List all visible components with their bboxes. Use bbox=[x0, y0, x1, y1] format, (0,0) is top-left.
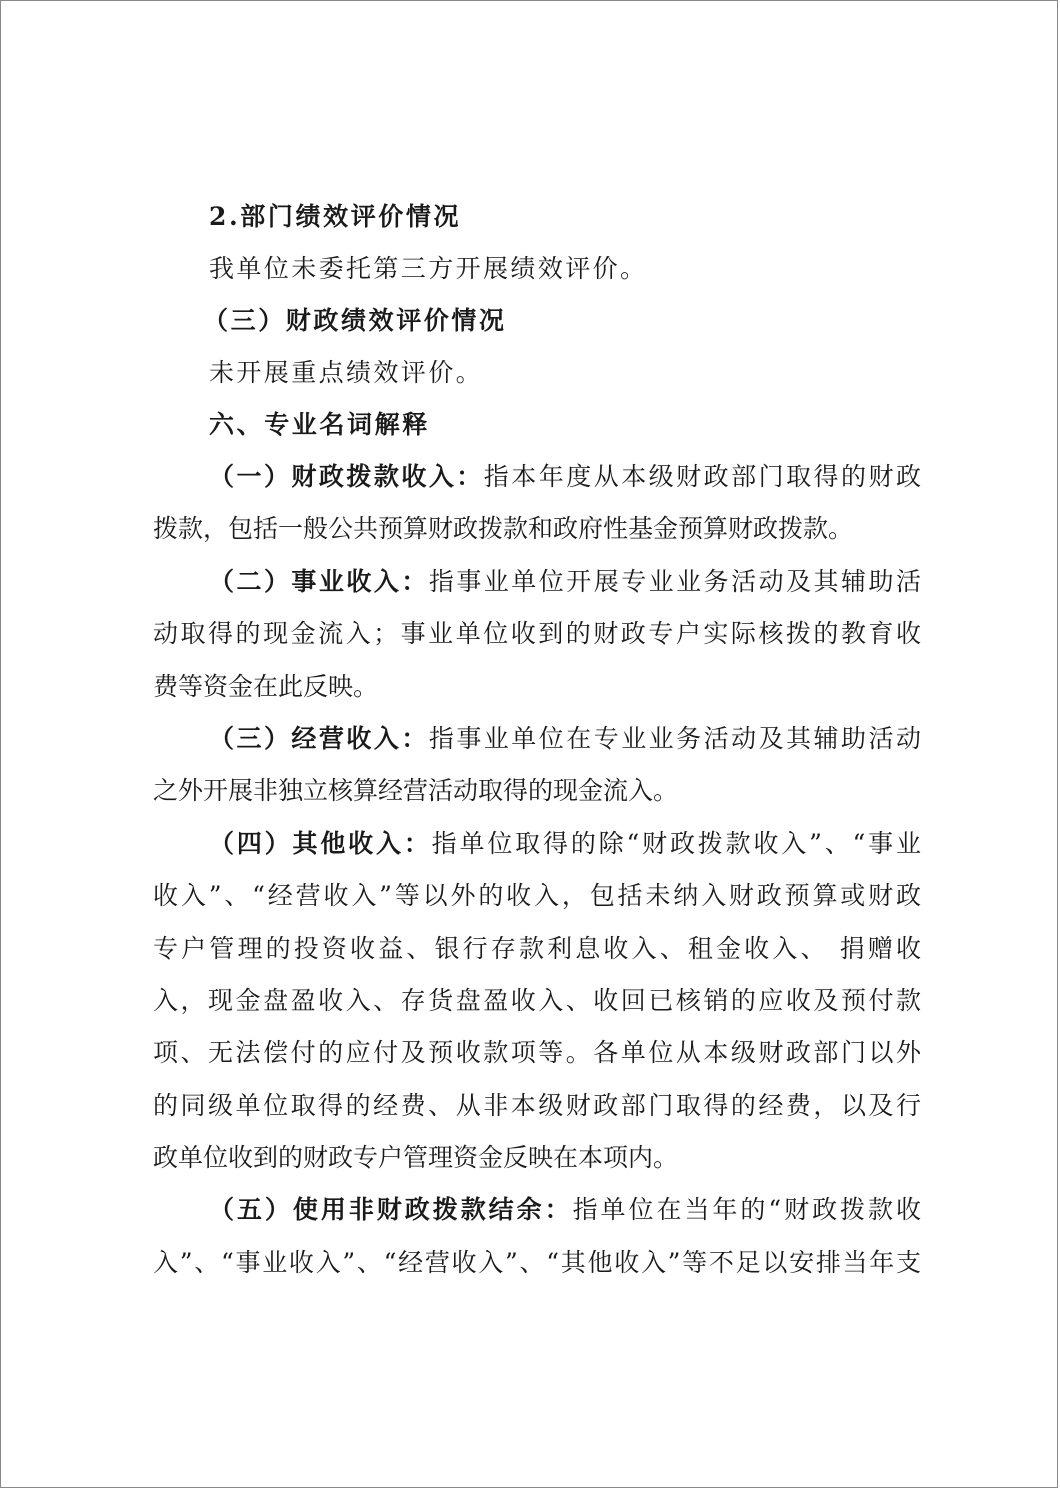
term-line bbox=[153, 451, 921, 503]
term-paragraph-operating-income bbox=[153, 713, 921, 818]
term-line: 入”、“事业收入”、“经营收入”、“其他收入”等不足以安排当年支 bbox=[153, 1247, 921, 1277]
term-paragraph-non-fiscal-balance bbox=[153, 1184, 921, 1289]
section-heading-terms: 六、专业名词解释 bbox=[209, 410, 430, 439]
term-label: （五）使用非财政拨款结余： bbox=[209, 1195, 573, 1225]
term-label: （一）财政拨款收入： bbox=[209, 462, 484, 491]
term-line: 动取得的现金流入；事业单位收到的财政专户实际核拨的教育收 bbox=[153, 619, 921, 649]
term-label: （二）事业收入： bbox=[209, 566, 429, 596]
text-no-third-party: 我单位未委托第三方开展绩效评价。 bbox=[209, 254, 648, 283]
document-content bbox=[153, 191, 921, 1289]
section-heading-dept-eval: 2.部门绩效评价情况 bbox=[209, 202, 462, 231]
term-line: 政单位收到的财政专户管理资金反映在本项内。 bbox=[153, 1143, 679, 1173]
term-label: （四）其他收入： bbox=[209, 828, 432, 858]
term-line: 专户管理的投资收益、银行存款利息收入、租金收入、 捐赠收 bbox=[153, 933, 921, 963]
term-line: 拨款，包括一般公共预算财政拨款和政府性基金预算财政拨款。 bbox=[153, 514, 854, 544]
term-line: 费等资金在此反映。 bbox=[153, 671, 379, 701]
term-paragraph-business-income bbox=[153, 556, 921, 713]
term-line: 入，现金盘盈收入、存货盘盈收入、收回已核销的应收及预付款 bbox=[153, 985, 921, 1015]
term-text: 指事业单位开展专业业务活动及其辅助活 bbox=[428, 566, 921, 596]
text-no-key-eval: 未开展重点绩效评价。 bbox=[209, 358, 484, 387]
term-line bbox=[153, 713, 921, 765]
term-paragraph-other-income bbox=[153, 818, 921, 1185]
term-text: 指事业单位在专业业务活动及其辅助活动 bbox=[428, 723, 921, 753]
term-line bbox=[153, 556, 921, 608]
section-heading-finance-eval: （三）财政绩效评价情况 bbox=[203, 306, 507, 335]
term-label: （三）经营收入： bbox=[209, 723, 429, 753]
term-paragraph-fiscal-appropriation bbox=[153, 451, 921, 556]
term-text: 指单位取得的除“财政拨款收入”、“事业 bbox=[431, 828, 921, 858]
term-line: 项、无法偿付的应付及预收款项等。各单位从本级财政部门以外 bbox=[153, 1038, 921, 1068]
term-line: 收入”、“经营收入”等以外的收入，包括未纳入财政预算或财政 bbox=[153, 881, 921, 911]
term-line: 的同级单位取得的经费、从非本级财政部门取得的经费，以及行 bbox=[153, 1090, 921, 1120]
term-line: 之外开展非独立核算经营活动取得的现金流入。 bbox=[153, 776, 679, 806]
term-text: 指单位在当年的“财政拨款收 bbox=[572, 1195, 921, 1225]
term-line bbox=[153, 818, 921, 870]
term-line bbox=[153, 1184, 921, 1236]
term-text: 指本年度从本级财政部门取得的财政 bbox=[483, 462, 921, 491]
